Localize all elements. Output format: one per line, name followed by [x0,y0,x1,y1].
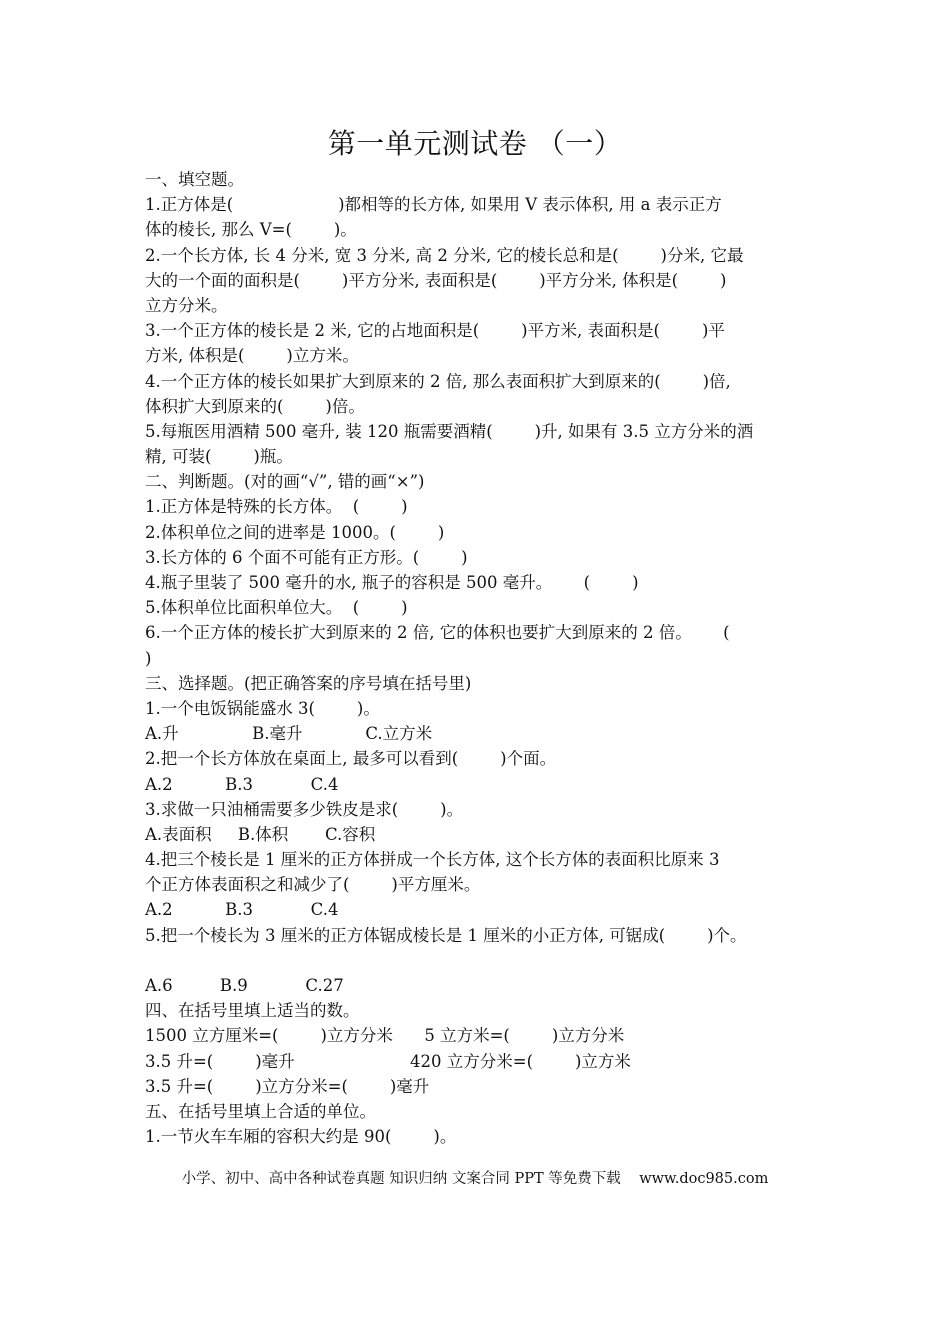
choice-q2-options: A.2 B.3 C.4 [145,774,339,794]
section-heading-multiple-choice: 三、选择题。(把正确答案的序号填在括号里) [145,673,472,693]
judge-q1: 1.正方体是特殊的长方体。 ( ) [145,497,408,517]
conversion-row1: 1500 立方厘米=( )立方分米 5 立方米=( )立方分米 [145,1026,625,1046]
conversion-row3: 3.5 升=( )立方分米=( )毫升 [145,1076,430,1096]
judge-q4: 4.瓶子里装了 500 毫升的水, 瓶子的容积是 500 毫升。 ( ) [145,573,639,592]
fill-q2-line1: 2.一个长方体, 长 4 分米, 宽 3 分米, 高 2 分米, 它的棱长总和是( )分米, 它最 [145,245,744,265]
section-heading-fill-blank: 一、填空题。 [145,170,244,189]
fill-q5-line1: 5.每瓶医用酒精 500 毫升, 装 120 瓶需要酒精( )升, 如果有 3.5 立方分米的酒 [145,421,754,441]
choice-q1: 1.一个电饭锅能盛水 3( )。 [145,698,380,718]
unit-q1: 1.一节火车车厢的容积大约是 90( )。 [145,1127,457,1147]
judge-q6-line1: 6.一个正方体的棱长扩大到原来的 2 倍, 它的体积也要扩大到原来的 2 倍。 ( [145,623,730,643]
choice-q3: 3.求做一只油桶需要多少铁皮是求( )。 [145,799,464,819]
choice-q5-options: A.6 B.9 C.27 [145,976,344,995]
judge-q3: 3.长方体的 6 个面不可能有正方形。( ) [145,547,468,567]
section-heading-true-false: 二、判断题。(对的画“√”, 错的画“×”) [145,472,425,492]
judge-q5: 5.体积单位比面积单位大。 ( ) [145,598,408,618]
spacer [145,948,805,973]
fill-q3-line2: 方米, 体积是( )立方米。 [145,346,359,366]
choice-q4-line1: 4.把三个棱长是 1 厘米的正方体拼成一个长方体, 这个长方体的表面积比原来 3 [145,850,720,870]
fill-q2-line2: 大的一个面的面积是( )平方分米, 表面积是( )平方分米, 体积是( ) [145,270,727,290]
fill-q4-line1: 4.一个正方体的棱长如果扩大到原来的 2 倍, 那么表面积扩大到原来的( )倍, [145,371,731,391]
choice-q3-options: A.表面积 B.体积 C.容积 [145,824,376,844]
conversion-row2: 3.5 升=( )毫升 420 立方分米=( )立方米 [145,1051,631,1071]
choice-q4-options: A.2 B.3 C.4 [145,900,339,920]
section-heading-unit-conversion: 四、在括号里填上适当的数。 [145,1001,360,1021]
fill-q5-line2: 精, 可装( )瓶。 [145,447,293,467]
choice-q5: 5.把一个棱长为 3 厘米的正方体锯成棱长是 1 厘米的小正方体, 可锯成( )个。 [145,925,747,945]
fill-q1-line2: 体的棱长, 那么 V=( )。 [145,220,357,240]
choice-q4-line2: 个正方体表面积之和减少了( )平方厘米。 [145,875,481,895]
choice-q2: 2.把一个长方体放在桌面上, 最多可以看到( )个面。 [145,749,557,769]
page-footer: 小学、初中、高中各种试卷真题 知识归纳 文案合同 PPT 等免费下载 www.doc985.com [181,1171,769,1187]
section-heading-fill-unit: 五、在括号里填上合适的单位。 [145,1101,376,1121]
judge-q2: 2.体积单位之间的进率是 1000。( ) [145,522,445,542]
choice-q1-options: A.升 B.毫升 C.立方米 [145,724,433,744]
exam-content [145,167,805,1149]
fill-q3-line1: 3.一个正方体的棱长是 2 米, 它的占地面积是( )平方米, 表面积是( )平 [145,321,725,341]
fill-q2-line3: 立方分米。 [145,295,228,315]
judge-q6-line2: ) [145,648,152,668]
fill-q1-line1: 1.正方体是( )都相等的长方体, 如果用 V 表示体积, 用 a 表示正方 [145,195,722,215]
page-title: 第一单元测试卷 （一） [327,127,623,160]
fill-q4-line2: 体积扩大到原来的( )倍。 [145,396,365,416]
